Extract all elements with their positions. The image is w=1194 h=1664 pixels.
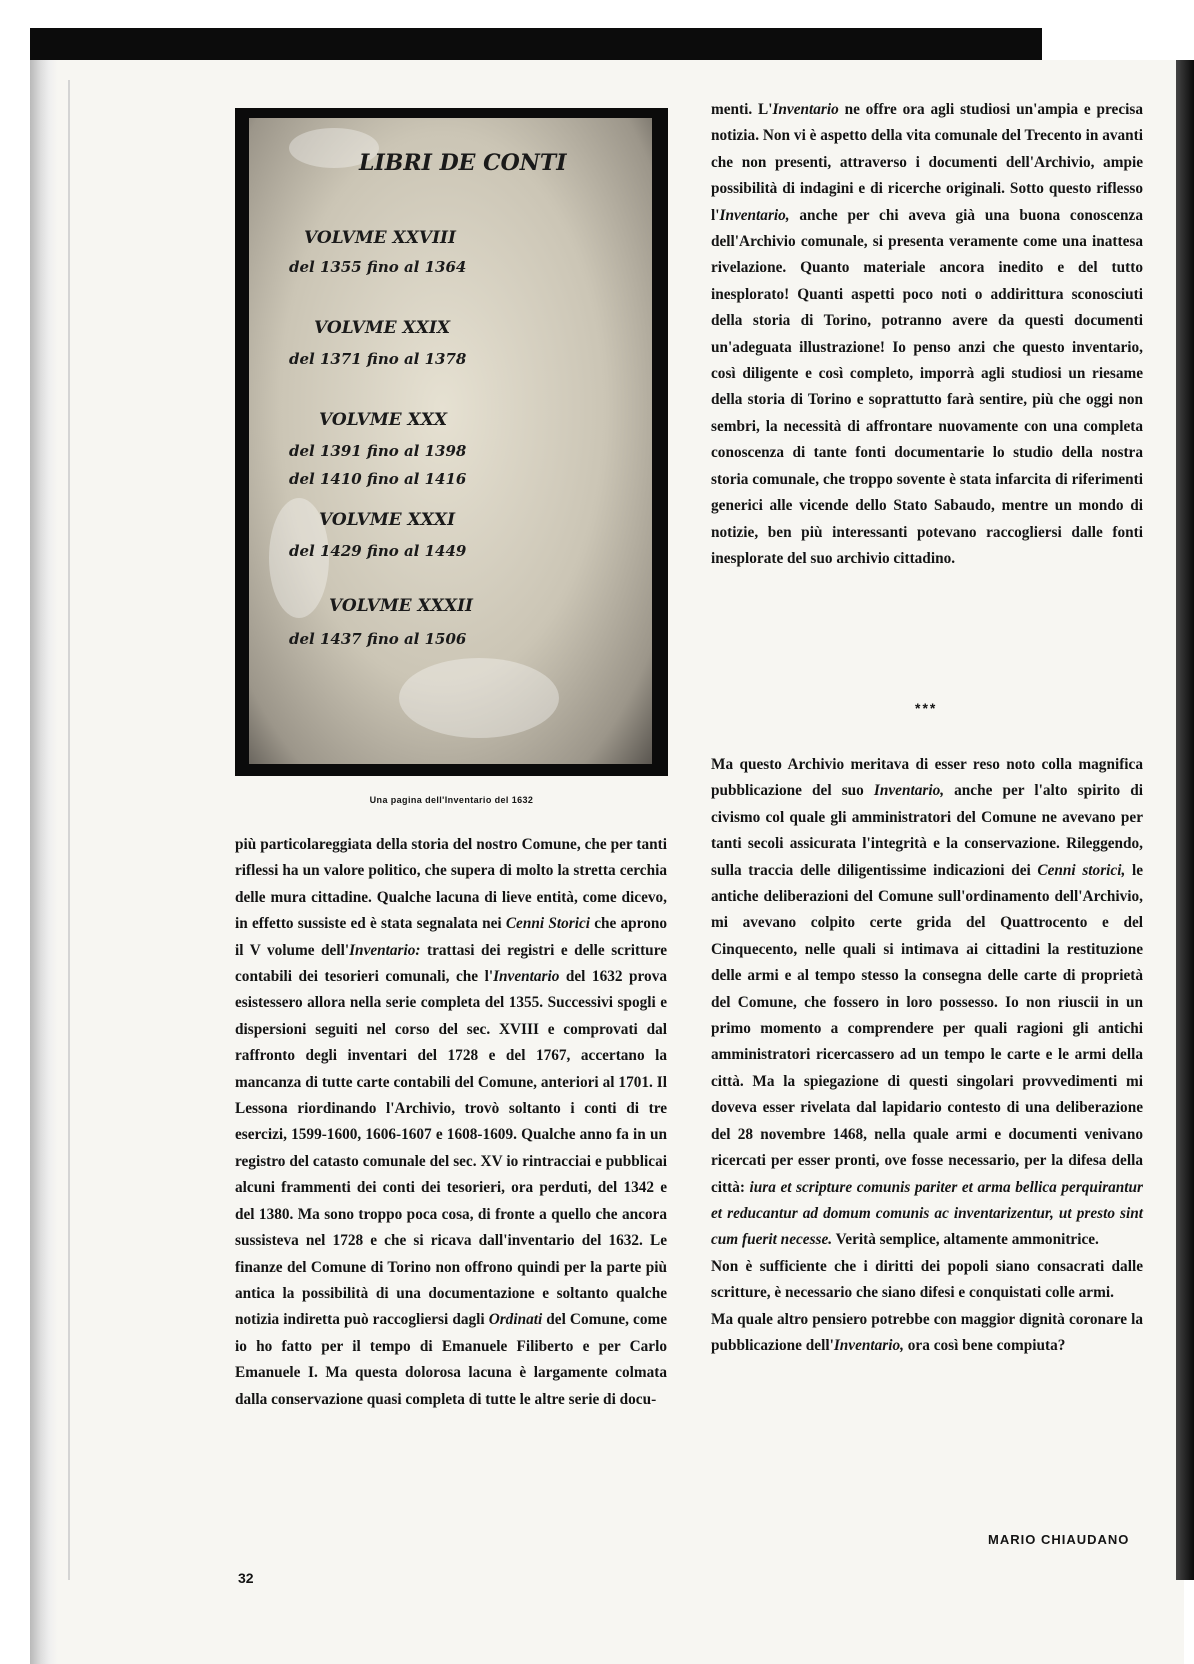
manuscript-line: VOLVME XXX: [319, 410, 448, 430]
manuscript-line: del 1410 fino al 1416: [289, 470, 467, 488]
text-run: menti. L': [711, 101, 773, 118]
scan-right-border: [1176, 60, 1194, 1580]
manuscript-line: VOLVME XXIX: [314, 318, 451, 338]
text-run: ne offre ora agli studiosi un'ampia e precisa notizia. Non vi è aspetto della vita comunale del Trecento in avanti che non presenti, attraverso i documenti dell'Archivio, ampie possibilità di indagini e di ricerche originali. Sotto questo riflesso l': [711, 101, 1143, 224]
page-number: 32: [238, 1570, 254, 1586]
left-paragraph: [235, 832, 667, 1413]
right-column-bottom: [711, 752, 1143, 1359]
text-run: trattasi dei registri e delle scritture contabili dei tesorieri comunali, che l': [235, 941, 667, 986]
manuscript-line: del 1429 fino al 1449: [289, 542, 467, 560]
left-column: [235, 832, 667, 1413]
text-run: ora così bene compiuta?: [903, 1336, 1066, 1354]
manuscript-line: VOLVME XXVIII: [304, 228, 456, 248]
author-signature: MARIO CHIAUDANO: [988, 1532, 1130, 1547]
manuscript-line: VOLVME XXXI: [319, 510, 456, 530]
text-run: che aprono il V volume dell': [235, 915, 668, 959]
right-column-top: [711, 97, 1143, 572]
italic-title: Ordinati: [488, 1311, 543, 1329]
manuscript-photo: [235, 108, 668, 776]
italic-title: Inventario:: [349, 941, 421, 959]
text-run: più particolareggiata della storia del nostro Comune, che per tanti riflessi ha un valore politico, che supera di molto la stretta cerchia delle mura cittadine. Qualche lacuna di lieve entità, come dicevo, in effetto sussiste ed è stata segnalata nei: [235, 836, 667, 933]
text-run: Ma questo Archivio meritava di esser reso noto colla magnifica pubblicazione del suo: [711, 756, 1143, 800]
italic-title: Inventario,: [873, 782, 945, 800]
text-run: anche per l'alto spirito di civismo col quale gli amministratori del Comune ne avevano per tanti secoli assicurata l'integrità e la conservazione. Rileggendo, sulla traccia delle diligentissime indicazioni dei: [711, 782, 1143, 879]
manuscript-line: del 1355 fino al 1364: [289, 258, 467, 276]
text-run: le antiche deliberazioni del Comune sull'ordinamento dell'Archivio, mi avevano colpito certe grida del Quattrocento e del Cinquecento, nelle quali si intimava ai cittadini la restituzione delle armi e al tempo stesso la consegna delle carte di proprietà del Comune, che fossero in loro possesso. Io non riuscii in un primo momento a comprendere per quali ragioni gli antichi amministratori ricercassero ad un tempo le carte e le armi della città. Ma la spiegazione di questi singolari provvedimenti mi doveva esser rivelata dal lapidario contesto di una deliberazione del 28 novembre 1468, nella quale armi e documenti venivano ricercati per esser pronti, ove fosse necessario, per la difesa della città:: [711, 861, 1143, 1196]
italic-title: Inventario,: [719, 206, 790, 224]
manuscript-page: [249, 118, 652, 764]
right-paragraph: [711, 1307, 1143, 1360]
italic-title: Inventario: [772, 101, 839, 118]
scan-top-border: [30, 28, 1042, 60]
paper-stain: [399, 658, 559, 738]
italic-title: Cenni storici,: [1037, 861, 1126, 879]
section-separator: ***: [915, 700, 938, 716]
italic-title: Inventario: [493, 968, 560, 986]
gutter-line: [68, 80, 70, 1580]
italic-title: Inventario,: [833, 1336, 904, 1354]
right-paragraph: Non è sufficiente che i diritti dei popoli siano consacrati dalle scritture, è necessario che siano difesi e conquistati colle armi.: [711, 1257, 1143, 1302]
text-run: Verità semplice, altamente ammonitrice.: [832, 1231, 1099, 1249]
italic-title: Cenni Storici: [505, 915, 590, 933]
photo-caption: Una pagina dell'Inventario del 1632: [369, 795, 534, 805]
latin-quote: iura et scripture comunis pariter et arma bellica perquirantur et reducantur ad domum comunis ac inventarizentur, ut presto sint cum fuerit necesse.: [711, 1178, 1144, 1249]
text-run: anche per chi aveva già una buona conoscenza dell'Archivio comunale, si presenta veramente come una inattesa rivelazione. Quanto materiale ancora inedito e del tutto inesplorato! Quanti aspetti poco noti o addirittura sconosciuti della storia di Torino, potranno avere da questi documenti un'adeguata illustrazione! Io penso anzi che questo inventario, così diligente e così completo, imporrà agli studiosi un riesame della storia di Torino e soprattutto farà sentire, più che oggi non sembri, la necessità di affrontare nuovamente con una completa conoscenza di tante fonti documentarie lo studio della nostra storia comunale, che troppo sovente è stata infarcita di riferimenti generici alle vicende dello Stato Sabaudo, mentre un mondo di notizie, ben più interessanti potevano raccogliersi dalle fonti inesplorate del suo archivio cittadino.: [711, 206, 1143, 567]
manuscript-line: del 1371 fino al 1378: [289, 350, 467, 368]
book-spine-shadow: [30, 60, 58, 1664]
manuscript-heading: LIBRI DE CONTI: [359, 150, 567, 176]
manuscript-line: del 1437 fino al 1506: [289, 630, 467, 648]
text-run: del Comune, come io ho fatto per il tempo di Emanuele Filiberto e per Carlo Emanuele I. Ma questa dolorosa lacuna è largamente colmata dalla conservazione quasi completa di tutte le altre serie di docu-: [235, 1311, 667, 1408]
manuscript-line: del 1391 fino al 1398: [289, 442, 467, 460]
right-paragraph: [711, 752, 1143, 1254]
text-run: del 1632 prova esistessero allora nella serie completa del 1355. Successivi spogli e dispersioni seguiti nel corso del sec. XVIII e comprovati dal raffronto degli inventari del 1728 e del 1767, accertano la mancanza di tutte carte contabili del Comune, anteriori al 1701. Il Lessona riordinando l'Archivio, trovò soltanto i conti di tre esercizi, 1599-1600, 1606-1607 e 1608-1609. Qualche anno fa in un registro del catasto comunale del sec. XV io rintracciai e pubblicai alcuni frammenti dei conti dei tesorieri, ora perduti, del 1342 e del 1380. Ma sono troppo poca cosa, di fronte a quello che ancora sussisteva nel 1728 e che si ricava dall'inventario del 1632. Le finanze del Comune di Torino non offrono quindi per la parte più antica la possibilità di una documentazione e soltanto qualche notizia indiretta può raccogliersi dagli: [235, 968, 667, 1329]
manuscript-line: VOLVME XXXII: [329, 596, 473, 616]
right-paragraph: [711, 97, 1143, 572]
text-run: Ma quale altro pensiero potrebbe con maggior dignità coronare la pubblicazione dell': [711, 1310, 1143, 1354]
